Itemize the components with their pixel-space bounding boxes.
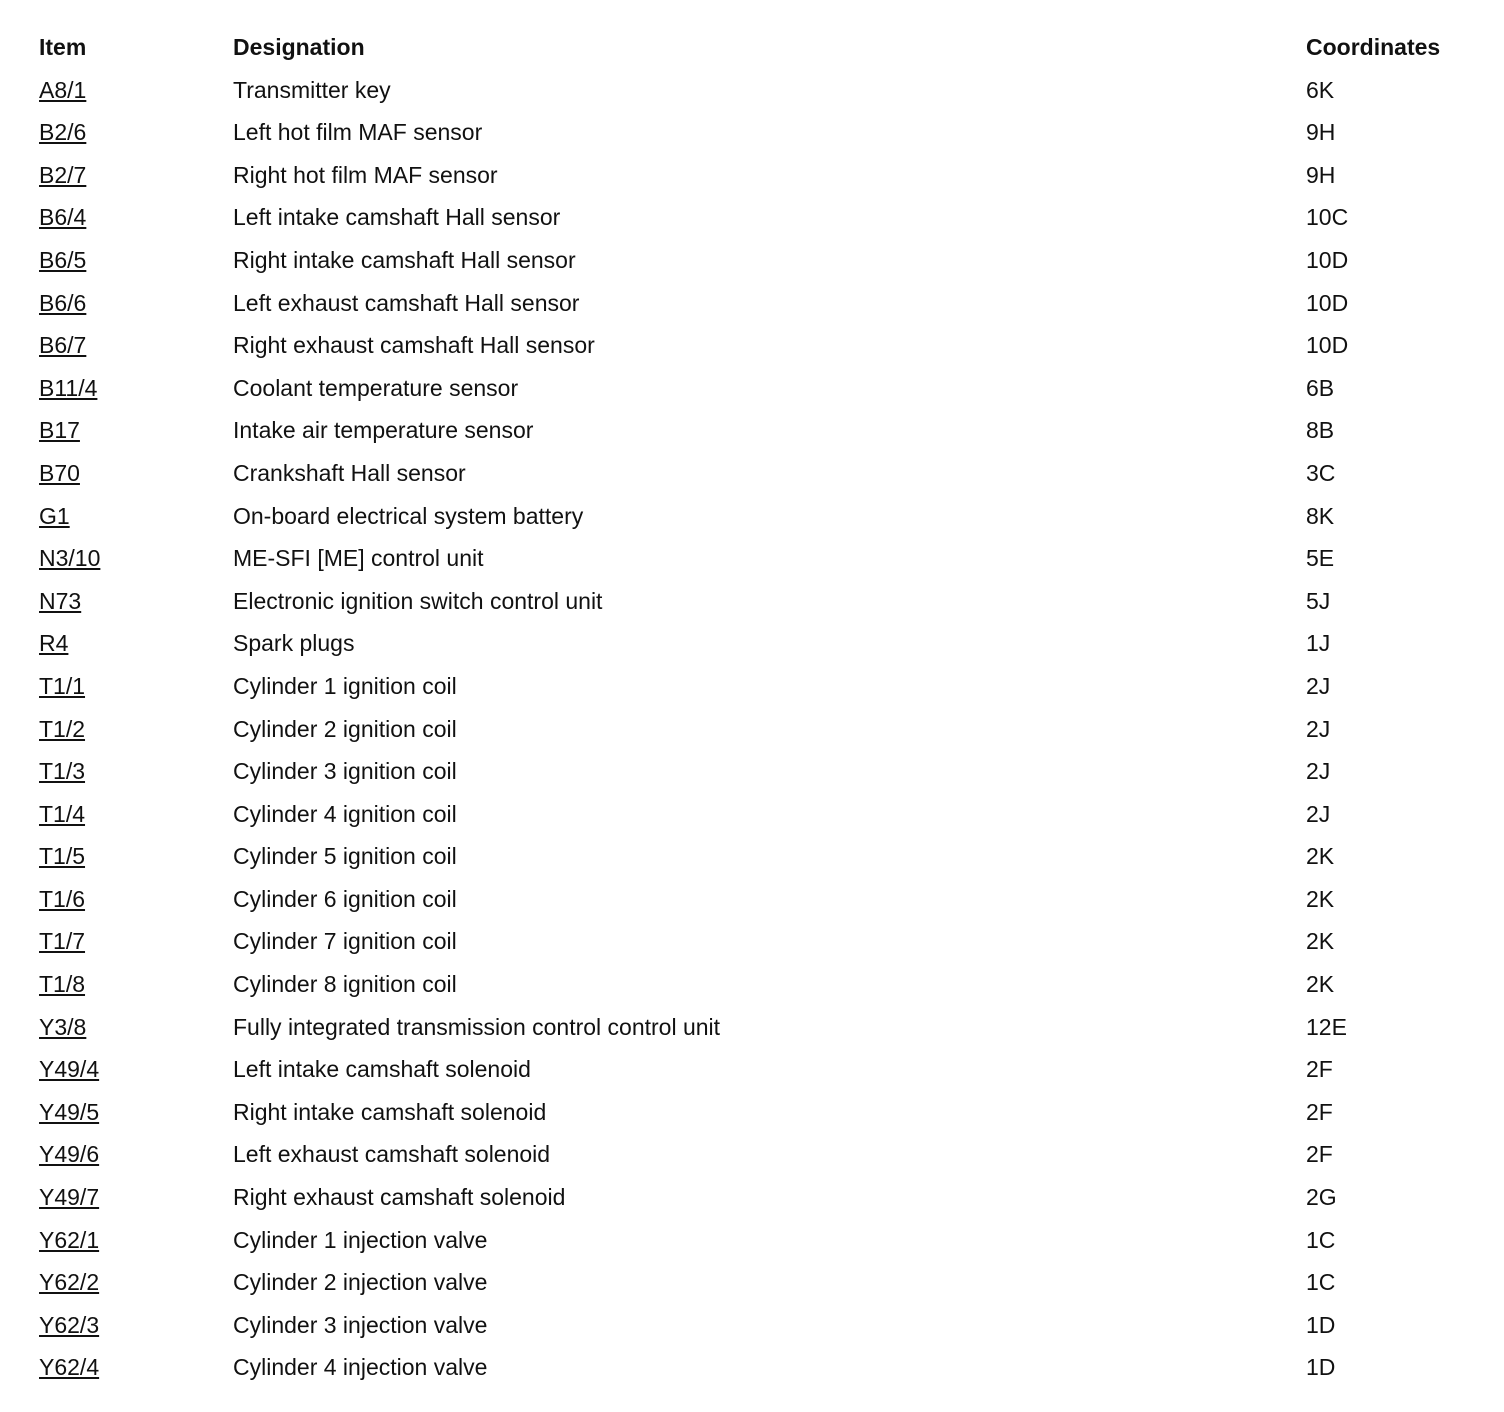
coordinates-cell: 8K (1306, 502, 1335, 529)
table-row (0, 111, 1504, 154)
item-link[interactable]: Y62/4 (39, 1354, 100, 1381)
item-link[interactable]: Y62/2 (39, 1269, 100, 1296)
item-link[interactable]: Y62/1 (39, 1226, 100, 1253)
table-row (0, 537, 1504, 580)
table-row (0, 69, 1504, 112)
coordinates-cell: 1D (1306, 1354, 1336, 1381)
item-link[interactable]: B6/5 (39, 246, 87, 273)
item-link[interactable]: T1/5 (39, 843, 86, 870)
coordinates-cell: 5E (1306, 545, 1335, 572)
header-designation: Designation (233, 34, 365, 60)
designation-cell: Coolant temperature sensor (233, 374, 519, 401)
table-row (0, 196, 1504, 239)
designation-cell: Intake air temperature sensor (233, 417, 534, 444)
item-link[interactable]: R4 (39, 630, 69, 657)
designation-cell: Left hot film MAF sensor (233, 119, 483, 146)
table-row (0, 750, 1504, 793)
header-coordinates: Coordinates (1306, 34, 1441, 60)
coordinates-cell: 2J (1306, 800, 1331, 827)
designation-cell: Crankshaft Hall sensor (233, 459, 466, 486)
designation-cell: Cylinder 4 injection valve (233, 1354, 488, 1381)
table-row (0, 920, 1504, 963)
table-row (0, 1219, 1504, 1262)
coordinates-cell: 2K (1306, 843, 1335, 870)
designation-cell: On-board electrical system battery (233, 502, 584, 529)
designation-cell: Cylinder 5 ignition coil (233, 843, 457, 870)
item-link[interactable]: Y49/5 (39, 1098, 100, 1125)
coordinates-cell: 1C (1306, 1226, 1336, 1253)
coordinates-cell: 1D (1306, 1311, 1336, 1338)
designation-cell: Cylinder 8 ignition coil (233, 971, 457, 998)
coordinates-cell: 6K (1306, 76, 1335, 103)
coordinates-cell: 2K (1306, 885, 1335, 912)
table-row (0, 154, 1504, 197)
table-row (0, 239, 1504, 282)
item-link[interactable]: Y49/6 (39, 1141, 100, 1168)
item-link[interactable]: A8/1 (39, 76, 87, 103)
table-body (0, 69, 1504, 1389)
item-link[interactable]: B6/6 (39, 289, 87, 316)
designation-cell: Cylinder 4 ignition coil (233, 800, 457, 827)
designation-cell: Cylinder 1 ignition coil (233, 672, 457, 699)
item-link[interactable]: Y3/8 (39, 1013, 87, 1040)
table-row (0, 1346, 1504, 1389)
coordinates-cell: 10D (1306, 332, 1349, 359)
designation-cell: Electronic ignition switch control unit (233, 587, 603, 614)
table-row (0, 1091, 1504, 1134)
table-row (0, 665, 1504, 708)
designation-cell: Cylinder 2 ignition coil (233, 715, 457, 742)
designation-cell: Right intake camshaft solenoid (233, 1098, 547, 1125)
component-legend-table (0, 26, 1504, 1389)
coordinates-cell: 10D (1306, 289, 1349, 316)
item-link[interactable]: N3/10 (39, 545, 101, 572)
table-row (0, 452, 1504, 495)
header-item: Item (39, 34, 87, 60)
table-row (0, 409, 1504, 452)
table-row (0, 708, 1504, 751)
item-link[interactable]: T1/7 (39, 928, 86, 955)
coordinates-cell: 3C (1306, 459, 1336, 486)
designation-cell: Cylinder 2 injection valve (233, 1269, 488, 1296)
coordinates-cell: 2K (1306, 971, 1335, 998)
coordinates-cell: 8B (1306, 417, 1335, 444)
item-link[interactable]: B70 (39, 459, 80, 486)
coordinates-cell: 12E (1306, 1013, 1347, 1040)
item-link[interactable]: Y49/7 (39, 1184, 100, 1211)
table-row (0, 622, 1504, 665)
table-row (0, 1261, 1504, 1304)
item-link[interactable]: T1/6 (39, 885, 86, 912)
coordinates-cell: 10C (1306, 204, 1349, 231)
designation-cell: Left intake camshaft solenoid (233, 1056, 531, 1083)
coordinates-cell: 2J (1306, 715, 1331, 742)
table-row (0, 495, 1504, 538)
designation-cell: Right exhaust camshaft solenoid (233, 1184, 566, 1211)
item-link[interactable]: B6/4 (39, 204, 87, 231)
item-link[interactable]: Y62/3 (39, 1311, 100, 1338)
table-row (0, 580, 1504, 623)
coordinates-cell: 1J (1306, 630, 1331, 657)
designation-cell: Transmitter key (233, 76, 391, 103)
designation-cell: Cylinder 6 ignition coil (233, 885, 457, 912)
coordinates-cell: 2J (1306, 758, 1331, 785)
table-row (0, 1304, 1504, 1347)
table-row (0, 324, 1504, 367)
item-link[interactable]: T1/3 (39, 758, 86, 785)
coordinates-cell: 2J (1306, 672, 1331, 699)
coordinates-cell: 9H (1306, 161, 1336, 188)
table-row (0, 1133, 1504, 1176)
designation-cell: Right exhaust camshaft Hall sensor (233, 332, 595, 359)
coordinates-cell: 10D (1306, 246, 1349, 273)
coordinates-cell: 5J (1306, 587, 1331, 614)
item-link[interactable]: B17 (39, 417, 80, 444)
item-link[interactable]: B2/7 (39, 161, 87, 188)
table-row (0, 793, 1504, 836)
table-row (0, 1006, 1504, 1049)
table-row (0, 1048, 1504, 1091)
coordinates-cell: 2F (1306, 1098, 1333, 1125)
designation-cell: Cylinder 1 injection valve (233, 1226, 488, 1253)
item-link[interactable]: G1 (39, 502, 70, 529)
item-link[interactable]: Y49/4 (39, 1056, 100, 1083)
item-link[interactable]: B11/4 (39, 374, 98, 401)
item-link[interactable]: B2/6 (39, 119, 87, 146)
item-link[interactable]: T1/4 (39, 800, 86, 827)
header-row (0, 26, 1504, 69)
designation-cell: Right intake camshaft Hall sensor (233, 246, 576, 273)
table-row (0, 878, 1504, 921)
item-link[interactable]: T1/2 (39, 715, 86, 742)
coordinates-cell: 6B (1306, 374, 1335, 401)
coordinates-cell: 2F (1306, 1141, 1333, 1168)
designation-cell: Cylinder 3 injection valve (233, 1311, 488, 1338)
table-row (0, 282, 1504, 325)
coordinates-cell: 2K (1306, 928, 1335, 955)
designation-cell: ME-SFI [ME] control unit (233, 545, 484, 572)
coordinates-cell: 9H (1306, 119, 1336, 146)
table-row (0, 1176, 1504, 1219)
designation-cell: Left exhaust camshaft solenoid (233, 1141, 551, 1168)
coordinates-cell: 2F (1306, 1056, 1333, 1083)
designation-cell: Right hot film MAF sensor (233, 161, 498, 188)
item-link[interactable]: T1/1 (39, 672, 86, 699)
coordinates-cell: 1C (1306, 1269, 1336, 1296)
designation-cell: Fully integrated transmission control control unit (233, 1013, 721, 1040)
designation-cell: Spark plugs (233, 630, 355, 657)
designation-cell: Left exhaust camshaft Hall sensor (233, 289, 580, 316)
item-link[interactable]: N73 (39, 587, 82, 614)
item-link[interactable]: T1/8 (39, 971, 86, 998)
table-row (0, 367, 1504, 410)
designation-cell: Left intake camshaft Hall sensor (233, 204, 561, 231)
item-link[interactable]: B6/7 (39, 332, 87, 359)
table-row (0, 963, 1504, 1006)
designation-cell: Cylinder 7 ignition coil (233, 928, 457, 955)
table-row (0, 835, 1504, 878)
coordinates-cell: 2G (1306, 1184, 1337, 1211)
designation-cell: Cylinder 3 ignition coil (233, 758, 457, 785)
